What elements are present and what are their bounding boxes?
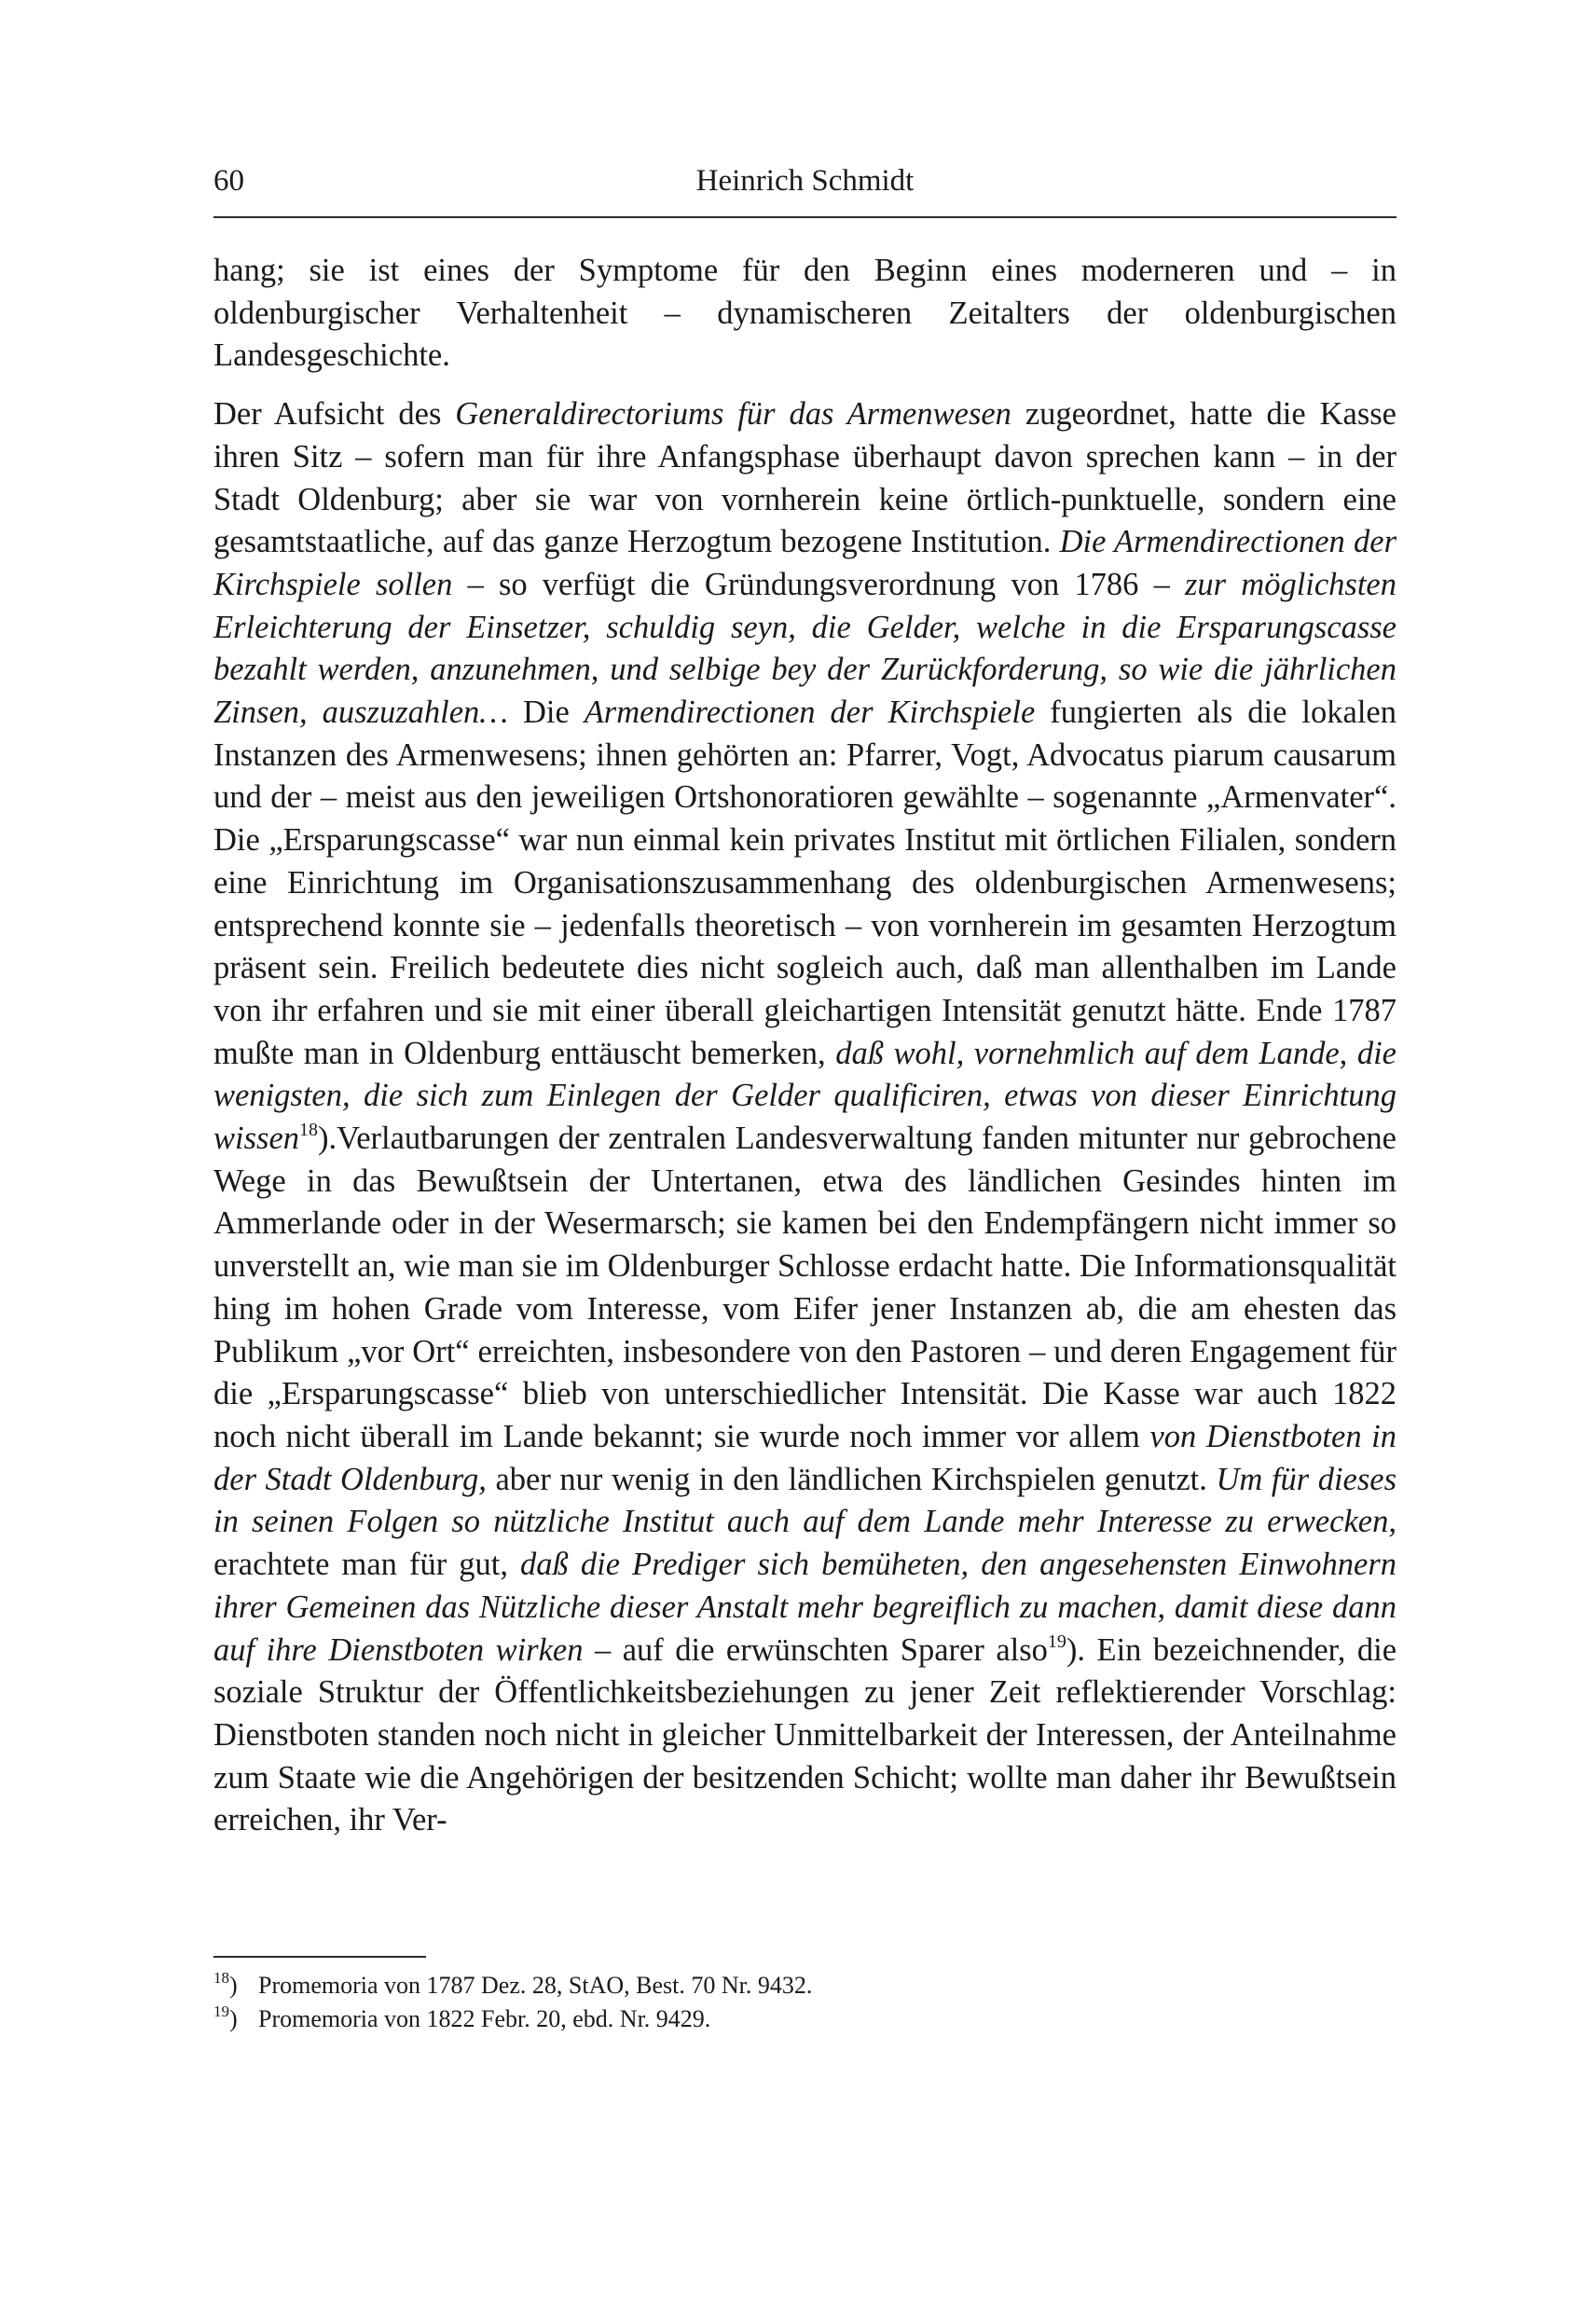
footnote-mark: $^{19}$) — [213, 2002, 238, 2032]
text-run: zugeordnet, hatte die Kasse ihren Sitz – sofern man für ihre Anfangsphase überhaupt davon sprechen kann – in der Stadt Oldenburg; aber sie war von vornherein keine örtlich-punktuelle, sondern eine gesamtstaatliche, auf das ganze Herzogtum bezogene Institution. — [213, 396, 1396, 560]
page-header — [213, 160, 1396, 201]
footnote-reference: 19 — [1047, 1631, 1066, 1652]
text-run: Die — [507, 695, 585, 731]
italic-run: Die Armendirectionen der Kirchspiele sollen — [213, 524, 1396, 602]
running-head: Heinrich Schmidt — [695, 164, 915, 198]
paragraph-1 — [213, 250, 1396, 378]
italic-run: Generaldirectoriums für das Armenwesen — [455, 396, 1011, 433]
italic-run: daß wohl, vornehmlich auf dem Lande, die wenigsten, die sich zum Einlegen der Gelder qualificiren, etwas von dieser Einrichtung wissen — [213, 1035, 1396, 1157]
text-run: – so verfügt die Gründungsverordnung von 1786 – — [452, 566, 1185, 602]
footnote-text: Promemoria von 1787 Dez. 28, StAO, Best. 70 Nr. 9432. — [258, 1972, 813, 1999]
italic-run: daß die Prediger sich bemüheten, den angesehensten Einwohnern ihrer Gemeinen das Nützliche dieser Anstalt mehr begreiflich zu machen, damit diese dann auf ihre Dienstboten wirken — [213, 1547, 1396, 1668]
text-run: fungierten als die lokalen Instanzen des Armenwesens; ihnen gehörten an: Pfarrer, Vogt, Advocatus piarum causarum und der – meist aus den jeweiligen Ortshonoratioren gewählte – sogenannte „Armenvater“. Die „Ersparungscasse“ war nun einmal kein privates Institut mit örtlichen Filialen, sondern eine Einrichtung im Organisationszusammenhang des oldenburgischen Armenwesens; entsprechend konnte sie – jedenfalls theoretisch – von vornherein im gesamten Herzogtum präsent sein. Freilich bedeutete dies nicht sogleich auch, daß man allenthalben im Lande von ihr erfahren und sie mit einer überall gleichartigen Intensität genutzt hätte. Ende 1787 mußte man in Oldenburg enttäuscht bemerken, — [213, 695, 1396, 1071]
footnote-text: Promemoria von 1822 Febr. 20, ebd. Nr. 9429. — [258, 2005, 711, 2032]
page-number: 60 — [213, 164, 244, 198]
footnote-mark: $^{18}$) — [213, 1969, 238, 1999]
italic-run: zur möglichsten Erleichterung der Einsetzer, schuldig seyn, die Gelder, welche in die Ersparungscasse bezahlt werden, anzunehmen, und selbige bey der Zurückforderung, so wie die jährlichen Zinsen, auszuzahlen… — [213, 566, 1396, 731]
text-run: ).Verlautbarungen der zentralen Landesverwaltung fanden mitunter nur gebrochene Wege in das Bewußtsein der Untertanen, etwa des ländlichen Gesindes hinten im Ammerlande oder in der Wesermarsch; sie kamen bei den Endempfängern nicht immer so unverstellt an, wie man sie im Oldenburger Schlosse erdacht hatte. Die Informationsqualität hing im hohen Grade vom Interesse, vom Eifer jener Instanzen ab, die am ehesten das Publikum „vor Ort“ erreichten, insbesondere von den Pastoren – und deren Engagement für die „Ersparungscasse“ blieb von unterschiedlicher Intensität. Die Kasse war auch 1822 noch nicht überall im Lande bekannt; sie wurde noch immer vor allem — [213, 1121, 1396, 1454]
footnote-rule — [213, 1956, 426, 1958]
text-run: aber nur wenig in den ländlichen Kirchspielen genutzt. — [486, 1461, 1217, 1497]
footnotes — [213, 1969, 1396, 2036]
text-run: ). Ein bezeichnender, die soziale Struktur der Öffentlichkeitsbeziehungen zu jener Zeit reflektierender Vorschlag: Dienstboten standen noch nicht in gleicher Unmittelbarkeit der Interessen, der Anteilnahme zum Staate wie die Angehörigen der besitzenden Schicht; wollte man daher ihr Bewußtsein erreichen, ihr Ver- — [213, 1631, 1397, 1838]
footnote-reference: 18 — [299, 1120, 319, 1141]
header-rule — [213, 216, 1396, 218]
footnote-19 — [213, 2002, 1396, 2036]
body-text — [213, 250, 1396, 1842]
paragraph-2 — [213, 393, 1396, 1842]
italic-run: von Dienstboten in der Stadt Oldenburg, — [213, 1418, 1396, 1497]
footnote-18 — [213, 1969, 1396, 2002]
text-run: hang; sie ist eines der Symptome für den Beginn eines moderneren und – in oldenburgischer Verhaltenheit – dynamischeren Zeitalters der oldenburgischen Landesgeschichte. — [213, 253, 1396, 374]
text-run: erachtete man für gut, — [213, 1547, 521, 1583]
text-run: – auf die erwünschten Sparer also — [583, 1631, 1048, 1668]
italic-run: Armendirectionen der Kirchspiele — [584, 695, 1036, 731]
italic-run: Um für dieses in seinen Folgen so nützliche Institut auch auf dem Lande mehr Interesse zu erwecken, — [213, 1461, 1397, 1540]
text-run: Der Aufsicht des — [213, 396, 456, 433]
